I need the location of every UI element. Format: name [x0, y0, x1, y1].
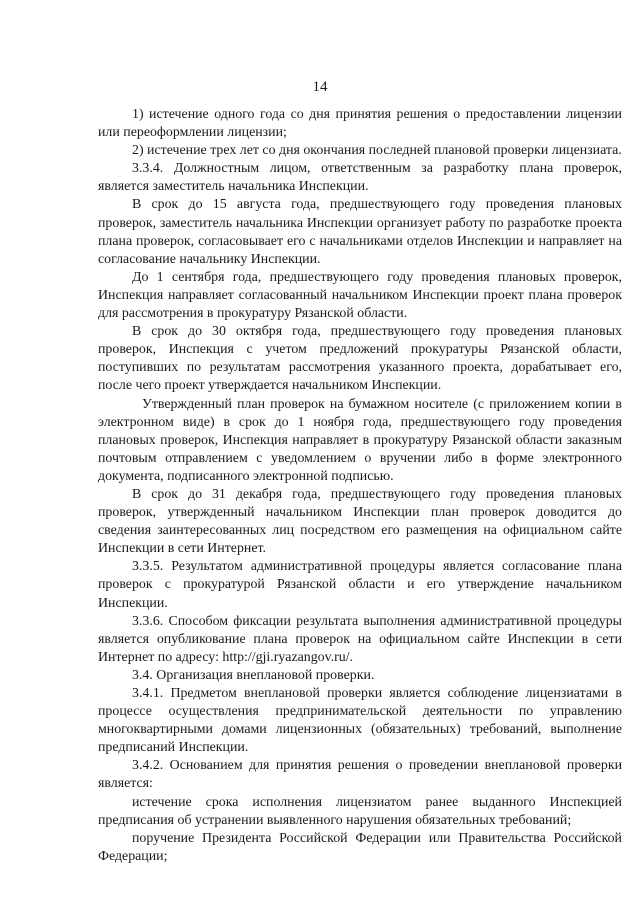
paragraph-14: истечение срока исполнения лицензиатом ранее выданного Инспекцией предписания об устранении выявленного нарушения обязательных требований; — [98, 794, 622, 828]
paragraph-13: 3.4.2. Основанием для принятия решения о проведении внеплановой проверки является: — [98, 758, 622, 792]
paragraph-15: поручение Президента Российской Федерации или Правительства Российской Федерации; — [98, 830, 622, 864]
paragraph-9: 3.3.5. Результатом административной процедуры является согласование плана проверок с прокуратурой Рязанской области и его утверждение начальником Инспекции. — [98, 559, 622, 611]
document-body — [98, 106, 622, 866]
paragraph-1: 1) истечение одного года со дня принятия решения о предоставлении лицензии или переоформлении лицензии; — [98, 107, 622, 141]
page-number: 14 — [312, 79, 328, 95]
paragraph-5: До 1 сентября года, предшествующего году проведения плановых проверок, Инспекция направляет согласованный начальником Инспекции проект плана проверок для рассмотрения в прокуратуру Рязанской области. — [98, 269, 622, 322]
paragraph-12: 3.4.1. Предметом внеплановой проверки является соблюдение лицензиатами в процессе осуществления предпринимательской деятельности по управлению многоквартирными домами лицензионных (обязательных) требований, выполнение предписаний Инспекции. — [98, 686, 622, 756]
paragraph-3: 3.3.4. Должностным лицом, ответственным за разработку плана проверок, является заместитель начальника Инспекции. — [98, 161, 622, 195]
paragraph-6: В срок до 30 октября года, предшествующего году проведения плановых проверок, Инспекция с учетом предложений прокуратуры Рязанской области, поступивших по результатам рассмотрения указанного проекта, дорабатывает его, после чего проект утверждается начальником Инспекции. — [98, 324, 622, 394]
paragraph-11: 3.4. Организация внеплановой проверки. — [132, 667, 375, 683]
paragraph-2: 2) истечение трех лет со дня окончания последней плановой проверки лицензиата. — [132, 143, 622, 159]
paragraph-4: В срок до 15 августа года, предшествующего году проведения плановых проверок, заместитель начальника Инспекции организует работу по разработке проекта плана проверок, согласовывает его с начальниками отделов Инспекции и направляет на согласование начальнику Инспекции. — [98, 197, 622, 267]
paragraph-7: Утвержденный план проверок на бумажном носителе (с приложением копии в электронном виде) в срок до 1 ноября года, предшествующего году проведения плановых проверок, Инспекция направляет в прокуратуру Рязанской области заказным почтовым отправлением с уведомлением о вручении либо в форме электронного документа, подписанного электронной подписью. — [98, 396, 622, 484]
paragraph-10: 3.3.6. Способом фиксации результата выполнения административной процедуры является опубликование плана проверок на официальном сайте Инспекции в сети Интернет по адресу: http://gji.ryazangov.ru/. — [98, 613, 622, 665]
paragraph-8: В срок до 31 декабря года, предшествующего году проведения плановых проверок, утвержденный начальником Инспекции план проверок доводится до сведения заинтересованных лиц посредством его размещения на официальном сайте Инспекции в сети Интернет. — [98, 486, 622, 557]
